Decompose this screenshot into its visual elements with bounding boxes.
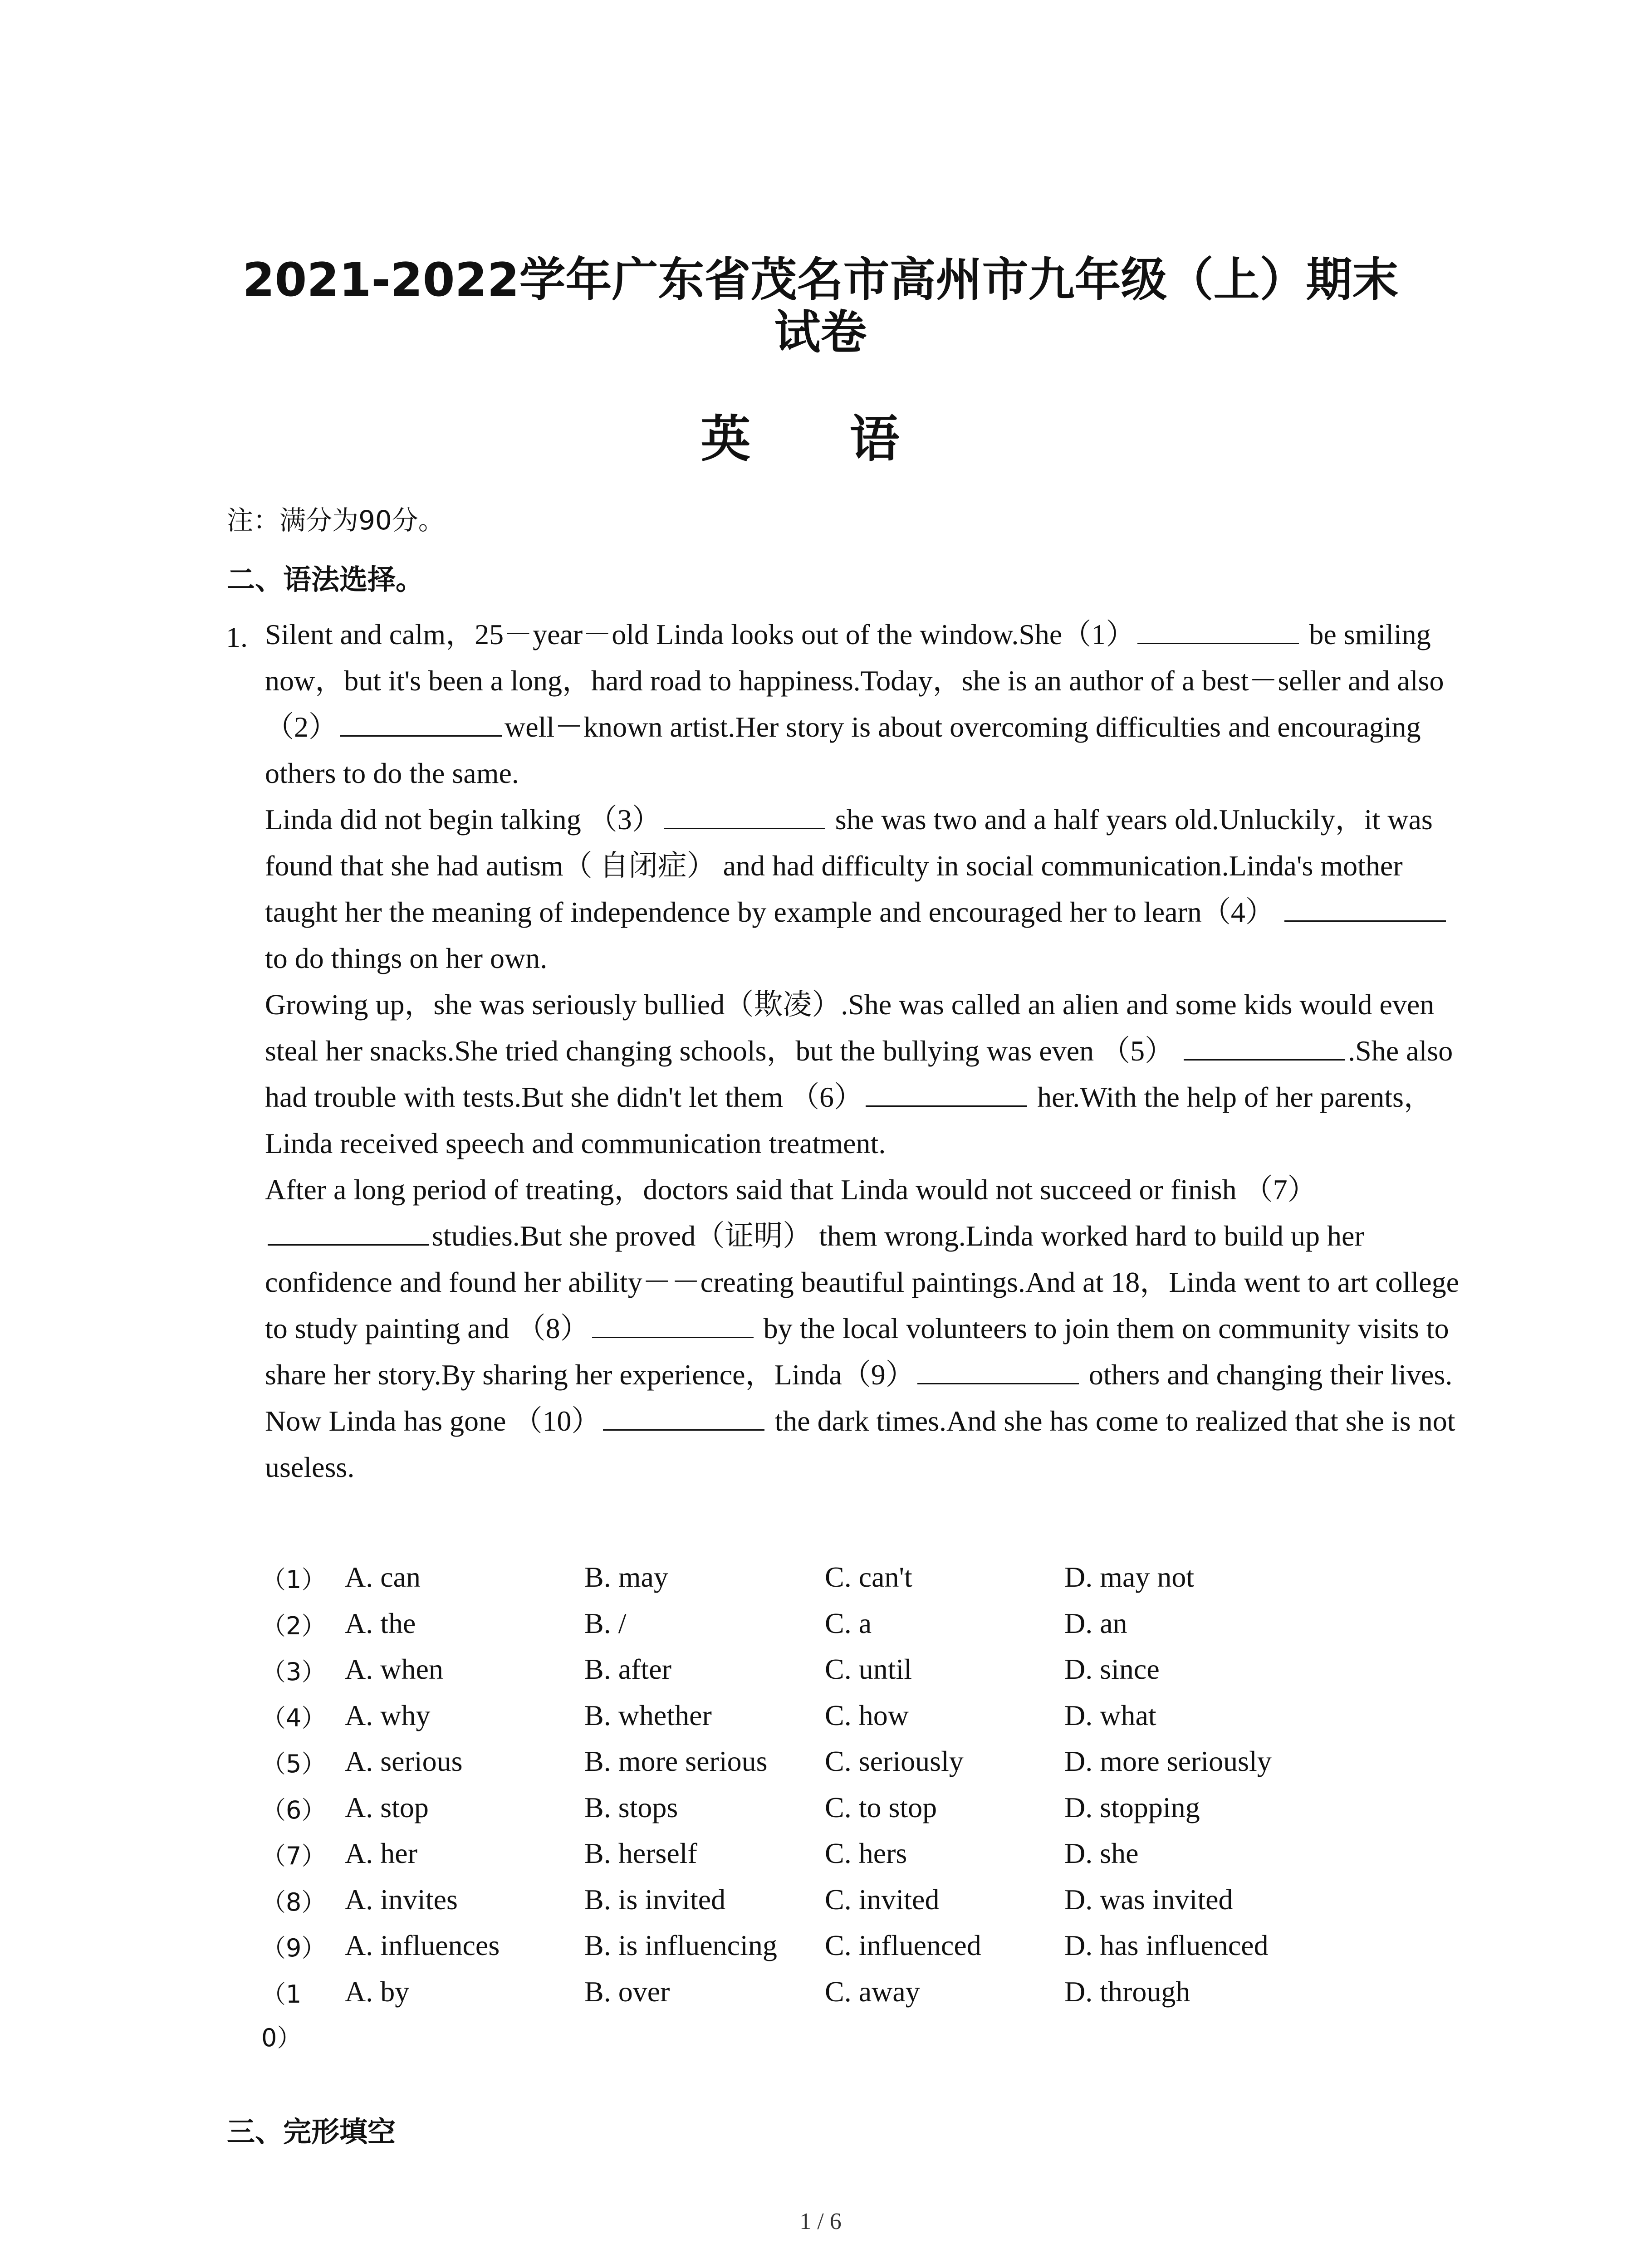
option-c[interactable]: C. away: [825, 1975, 920, 2008]
option-number-wrap: 0）: [261, 2023, 302, 2052]
option-row-5: [261, 1745, 1467, 1791]
passage-text: Now Linda has gone （10）: [265, 1405, 601, 1437]
option-c[interactable]: C. until: [825, 1653, 912, 1685]
option-c[interactable]: C. can't: [825, 1561, 912, 1593]
section-cloze-heading: 三、完形填空: [227, 2115, 396, 2148]
page-number: 1 / 6: [799, 2209, 842, 2234]
exam-title-line2: 试卷: [774, 306, 867, 360]
option-row-6: [261, 1791, 1467, 1837]
option-b[interactable]: B. after: [584, 1653, 671, 1685]
option-b[interactable]: B. is influencing: [584, 1929, 777, 1961]
passage-text: Growing up，she was seriously bullied（欺凌）.She was called an alien and some kids would even steal her snacks.She tried changing schools，but the bullying was even （5）: [265, 988, 1435, 1067]
option-c[interactable]: C. a: [825, 1607, 872, 1639]
option-d[interactable]: D. has influenced: [1064, 1929, 1269, 1961]
option-a[interactable]: A. stop: [345, 1791, 429, 1823]
answer-blank-1[interactable]: [1137, 616, 1299, 644]
paragraph-3: [265, 982, 1467, 1167]
passage-text: her.With the help of her parents，Linda received speech and communication treatment.: [265, 1081, 1433, 1159]
reading-passage: [265, 611, 1467, 1491]
passage-text: well－known artist.Her story is about overcoming difficulties and encouraging others to do the same.: [265, 711, 1421, 789]
option-row-4: [261, 1699, 1467, 1745]
option-number: （7）: [261, 1842, 326, 1870]
option-number: （1）: [261, 1565, 326, 1594]
option-number: （5）: [261, 1750, 326, 1778]
option-a[interactable]: A. why: [345, 1699, 431, 1731]
option-d[interactable]: D. was invited: [1064, 1883, 1233, 1916]
option-a[interactable]: A. by: [345, 1975, 410, 2008]
option-c[interactable]: C. to stop: [825, 1791, 937, 1823]
option-a[interactable]: A. invites: [345, 1883, 458, 1916]
option-c[interactable]: C. influenced: [825, 1929, 981, 1961]
option-row-10: [261, 1975, 1467, 2052]
passage-text: .She also had trouble with tests.But she didn't let them （6）: [265, 1035, 1453, 1113]
passage-text: by the local volunteers to join them on community visits to share her story.By sharing her experience，Linda（9）: [265, 1312, 1449, 1391]
option-b[interactable]: B. whether: [584, 1699, 712, 1731]
options-table: [261, 1560, 1467, 2052]
option-d[interactable]: D. she: [1064, 1837, 1139, 1869]
option-row-1: [261, 1560, 1467, 1607]
option-d[interactable]: D. through: [1064, 1975, 1190, 2008]
option-row-2: [261, 1607, 1467, 1653]
option-d[interactable]: D. an: [1064, 1607, 1127, 1639]
paragraph-5: [265, 1398, 1467, 1491]
passage-text: the dark times.And she has come to realized that she is not useless.: [265, 1405, 1455, 1483]
paragraph-2: [265, 797, 1467, 982]
option-b[interactable]: B. over: [584, 1975, 670, 2008]
option-c[interactable]: C. seriously: [825, 1745, 964, 1777]
answer-blank-2[interactable]: [340, 709, 502, 737]
passage-text: Linda did not begin talking （3）: [265, 803, 661, 836]
option-row-9: [261, 1929, 1467, 1975]
option-d[interactable]: D. stopping: [1064, 1791, 1200, 1823]
option-number: （9）: [261, 1934, 326, 1962]
option-d[interactable]: D. more seriously: [1064, 1745, 1272, 1777]
option-a[interactable]: A. her: [345, 1837, 417, 1869]
option-b[interactable]: B. herself: [584, 1837, 697, 1869]
option-c[interactable]: C. hers: [825, 1837, 907, 1869]
option-row-7: [261, 1837, 1467, 1883]
option-d[interactable]: D. since: [1064, 1653, 1160, 1685]
answer-blank-10[interactable]: [603, 1403, 764, 1431]
option-a[interactable]: A. when: [345, 1653, 443, 1685]
answer-blank-6[interactable]: [866, 1079, 1027, 1107]
option-number: （4）: [261, 1703, 326, 1732]
paragraph-1: [265, 611, 1467, 797]
exam-title-line1: 2021-2022学年广东省茂名市高州市九年级（上）期末: [242, 253, 1399, 307]
option-a[interactable]: A. the: [345, 1607, 416, 1639]
subject-heading: 英 语: [700, 410, 941, 468]
answer-blank-7[interactable]: [268, 1218, 429, 1246]
option-c[interactable]: C. how: [825, 1699, 909, 1731]
option-c[interactable]: C. invited: [825, 1883, 940, 1916]
score-note: 注：满分为90分。: [227, 505, 445, 536]
answer-blank-4[interactable]: [1284, 894, 1446, 922]
passage-text: be smiling now，but it's been a long，hard road to happiness.Today，she is an author of a best－seller and also （2）: [265, 618, 1444, 743]
option-b[interactable]: B. stops: [584, 1791, 678, 1823]
passage-text: Silent and calm，25－year－old Linda looks out of the window.She（1）: [265, 618, 1135, 650]
option-a[interactable]: A. influences: [345, 1929, 500, 1961]
option-a[interactable]: A. serious: [345, 1745, 463, 1777]
question-number: 1.: [226, 621, 248, 653]
passage-text: studies.But she proved（证明） them wrong.Linda worked hard to build up her confidence and found her ability－－creating beautiful paintings.And at 18，Linda went to art college to study painting and （8）: [265, 1220, 1460, 1344]
passage-text: she was two and a half years old.Unluckily，it was found that she had autism（ 自闭症） and had difficulty in social communication.Linda's mother taught her the meaning of independence by example and encouraged her to learn（4）: [265, 803, 1433, 928]
passage-text: others and changing their lives.: [1088, 1359, 1453, 1391]
option-number: （8）: [261, 1887, 326, 1916]
option-number: （2）: [261, 1611, 326, 1640]
section-grammar-heading: 二、语法选择。: [227, 563, 424, 596]
passage-text: to do things on her own.: [265, 942, 548, 974]
option-row-3: [261, 1652, 1467, 1699]
option-number: （3）: [261, 1657, 326, 1686]
passage-text: After a long period of treating，doctors said that Linda would not succeed or finish （7）: [265, 1173, 1317, 1206]
option-b[interactable]: B. /: [584, 1607, 627, 1639]
option-a[interactable]: A. can: [345, 1561, 421, 1593]
answer-blank-5[interactable]: [1184, 1033, 1345, 1061]
option-b[interactable]: B. may: [584, 1561, 668, 1593]
option-d[interactable]: D. what: [1064, 1699, 1156, 1731]
option-number: （6）: [261, 1795, 326, 1824]
option-d[interactable]: D. may not: [1064, 1561, 1195, 1593]
answer-blank-8[interactable]: [592, 1310, 754, 1338]
option-b[interactable]: B. is invited: [584, 1883, 726, 1916]
answer-blank-9[interactable]: [917, 1357, 1079, 1384]
option-b[interactable]: B. more serious: [584, 1745, 768, 1777]
paragraph-4: [265, 1167, 1467, 1398]
answer-blank-3[interactable]: [664, 802, 825, 829]
option-row-8: [261, 1883, 1467, 1929]
option-number: （1: [261, 1980, 302, 2009]
